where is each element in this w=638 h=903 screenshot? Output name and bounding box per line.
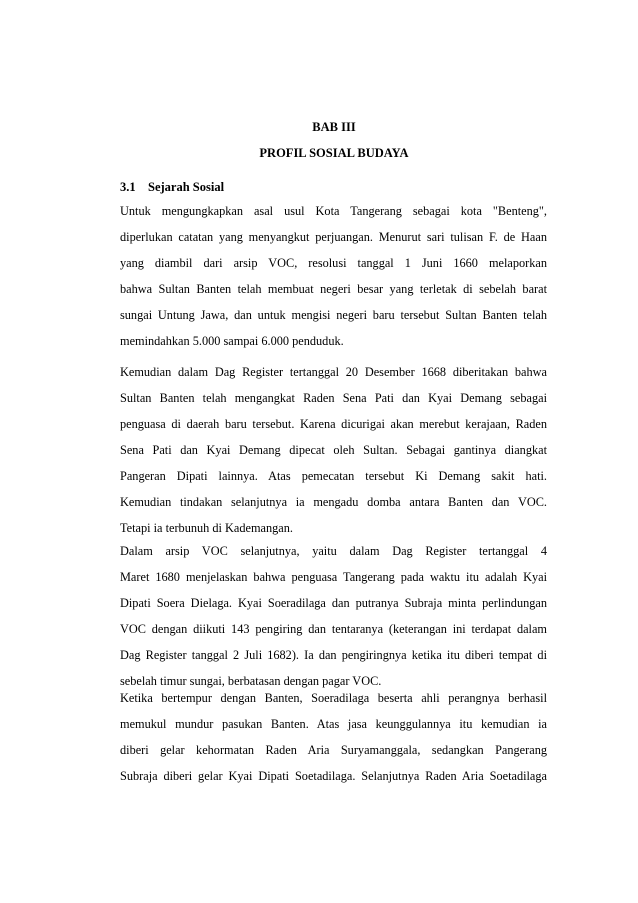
paragraph-line: Dag Register tanggal 2 Juli 1682). Ia dan pengiringnya ketika itu diberi tempat di xyxy=(120,648,547,662)
section-number: 3.1 xyxy=(120,180,136,194)
paragraph-line: Ketika bertempur dengan Banten, Soeradilaga beserta ahli perangnya berhasil xyxy=(120,691,547,705)
paragraph-line: Dalam arsip VOC selanjutnya, yaitu dalam Dag Register tertanggal 4 xyxy=(120,544,547,558)
paragraph-line: Kemudian tindakan selanjutnya ia mengadu domba antara Banten dan VOC. xyxy=(120,495,547,509)
paragraph-line: sebelah timur sungai, berbatasan dengan pagar VOC. xyxy=(120,674,382,688)
paragraph xyxy=(120,198,547,354)
paragraph xyxy=(120,359,547,541)
paragraph-line: diperlukan catatan yang menyangkut perjuangan. Menurut sari tulisan F. de Haan xyxy=(120,230,547,244)
paragraph xyxy=(120,538,547,694)
paragraph-line: Sultan Banten telah mengangkat Raden Sena Pati dan Kyai Demang sebagai xyxy=(120,391,547,405)
paragraph xyxy=(120,685,547,789)
paragraph-line: Sena Pati dan Kyai Demang dipecat oleh Sultan. Sebagai gantinya diangkat xyxy=(120,443,547,457)
paragraph-line: memindahkan 5.000 sampai 6.000 penduduk. xyxy=(120,334,344,348)
paragraph-line: sungai Untung Jawa, dan untuk mengisi negeri baru tersebut Sultan Banten telah xyxy=(120,308,547,322)
paragraph-line: Tetapi ia terbunuh di Kademangan. xyxy=(120,521,293,535)
paragraph-line: yang diambil dari arsip VOC, resolusi tanggal 1 Juni 1660 melaporkan xyxy=(120,256,547,270)
paragraph-line: Untuk mengungkapkan asal usul Kota Tangerang sebagai kota "Benteng", xyxy=(120,204,547,218)
paragraph-line: Pangeran Dipati lainnya. Atas pemecatan tersebut Ki Demang sakit hati. xyxy=(120,469,547,483)
chapter-number: BAB III xyxy=(312,120,356,134)
paragraph-line: penguasa di daerah baru tersebut. Karena dicurigai akan merebut kerajaan, Raden xyxy=(120,417,547,431)
paragraph-line: Subraja diberi gelar Kyai Dipati Soetadilaga. Selanjutnya Raden Aria Soetadilaga xyxy=(120,769,547,783)
paragraph-line: Dipati Soera Dielaga. Kyai Soeradilaga dan putranya Subraja minta perlindungan xyxy=(120,596,547,610)
paragraph-line: memukul mundur pasukan Banten. Atas jasa keunggulannya itu kemudian ia xyxy=(120,717,547,731)
section-heading xyxy=(120,180,224,195)
paragraph-line: Maret 1680 menjelaskan bahwa penguasa Tangerang pada waktu itu adalah Kyai xyxy=(120,570,547,584)
section-title: Sejarah Sosial xyxy=(148,180,225,194)
paragraph-line: bahwa Sultan Banten telah membuat negeri besar yang terletak di sebelah barat xyxy=(120,282,547,296)
chapter-title: PROFIL SOSIAL BUDAYA xyxy=(259,146,409,160)
paragraph-line: Kemudian dalam Dag Register tertanggal 20 Desember 1668 diberitakan bahwa xyxy=(120,365,547,379)
paragraph-line: VOC dengan diikuti 143 pengiring dan tentaranya (keterangan ini terdapat dalam xyxy=(120,622,547,636)
paragraph-line: diberi gelar kehormatan Raden Aria Suryamanggala, sedangkan Pangerang xyxy=(120,743,547,757)
